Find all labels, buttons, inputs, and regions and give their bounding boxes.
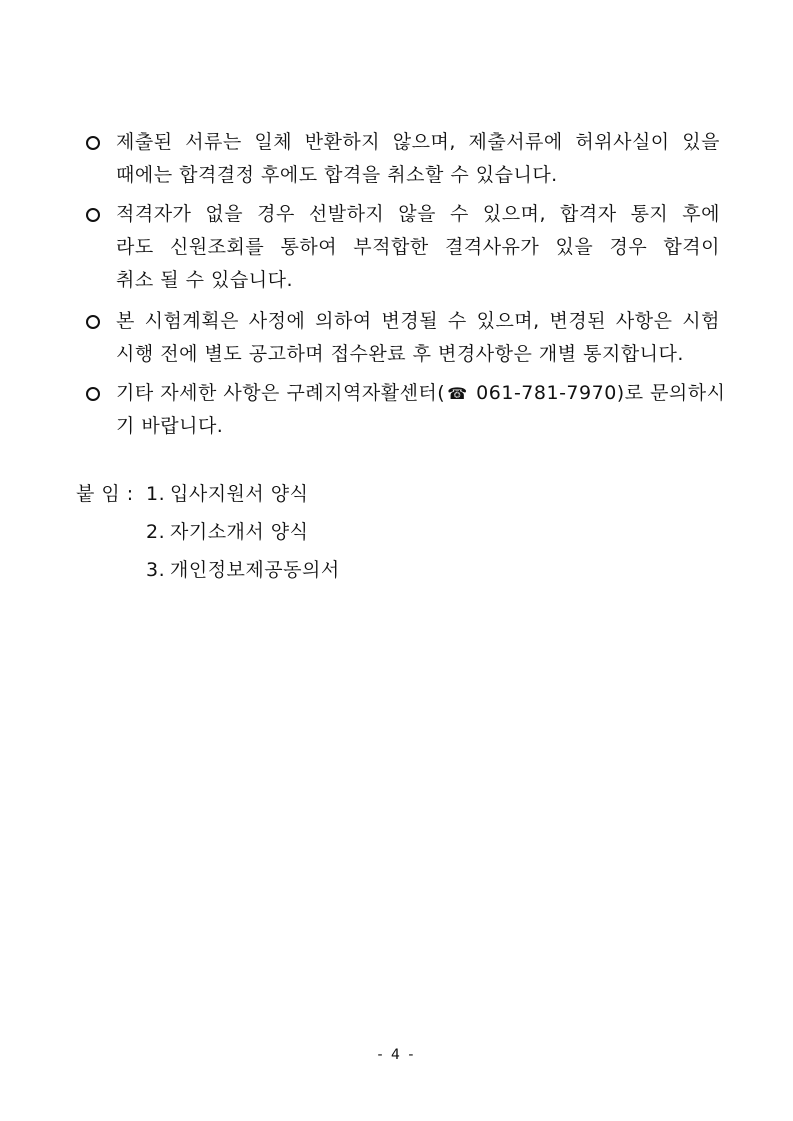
notice-line: 라도 신원조회를 통하여 부적합한 결격사유가 있을 경우 합격이 [116, 236, 720, 258]
circle-bullet-icon [84, 126, 108, 159]
notice-item [84, 377, 726, 443]
notice-line: 기 바랍니다. [116, 415, 224, 437]
notice-line: 적격자가 없을 경우 선발하지 않을 수 있으며, 합격자 통지 후에 [116, 203, 720, 225]
attachments-label: 붙 임 : [76, 483, 134, 505]
notice-line: 본 시험계획은 사정에 의하여 변경될 수 있으며, 변경된 사항은 시험 [116, 310, 720, 332]
attachments-section [76, 475, 340, 589]
notice-item [84, 126, 720, 192]
circle-bullet-icon [84, 198, 108, 231]
phone-icon: ☎ [447, 384, 468, 403]
notice-item [84, 198, 720, 297]
attachment-title: 입사지원서 양식 [170, 483, 309, 505]
attachment-row [76, 551, 340, 589]
notice-text: 기타 자세한 사항은 구례지역자활센터( [116, 382, 446, 404]
attachment-number: 2. [146, 521, 166, 543]
notice-line: 시행 전에 별도 공고하며 접수완료 후 변경사항은 개별 통지합니다. [116, 343, 684, 365]
circle-bullet-icon [84, 305, 108, 338]
notice-line: 제출된 서류는 일체 반환하지 않으며, 제출서류에 허위사실이 있을 [116, 131, 720, 153]
attachment-number: 1. [146, 483, 166, 505]
notice-line [84, 377, 726, 410]
attachment-number: 3. [146, 559, 166, 581]
circle-bullet-icon [84, 377, 108, 410]
notice-line: 때에는 합격결정 후에도 합격을 취소할 수 있습니다. [116, 164, 558, 186]
attachment-title: 자기소개서 양식 [170, 521, 309, 543]
notice-item [84, 305, 720, 371]
page-number: - 4 - [377, 1047, 416, 1063]
notice-line: 취소 될 수 있습니다. [116, 269, 293, 291]
attachment-row [76, 475, 340, 513]
phone-number-text: 061-781-7970)로 문의하시 [469, 382, 726, 404]
attachment-title: 개인정보제공동의서 [170, 559, 340, 581]
attachment-row [76, 513, 340, 551]
